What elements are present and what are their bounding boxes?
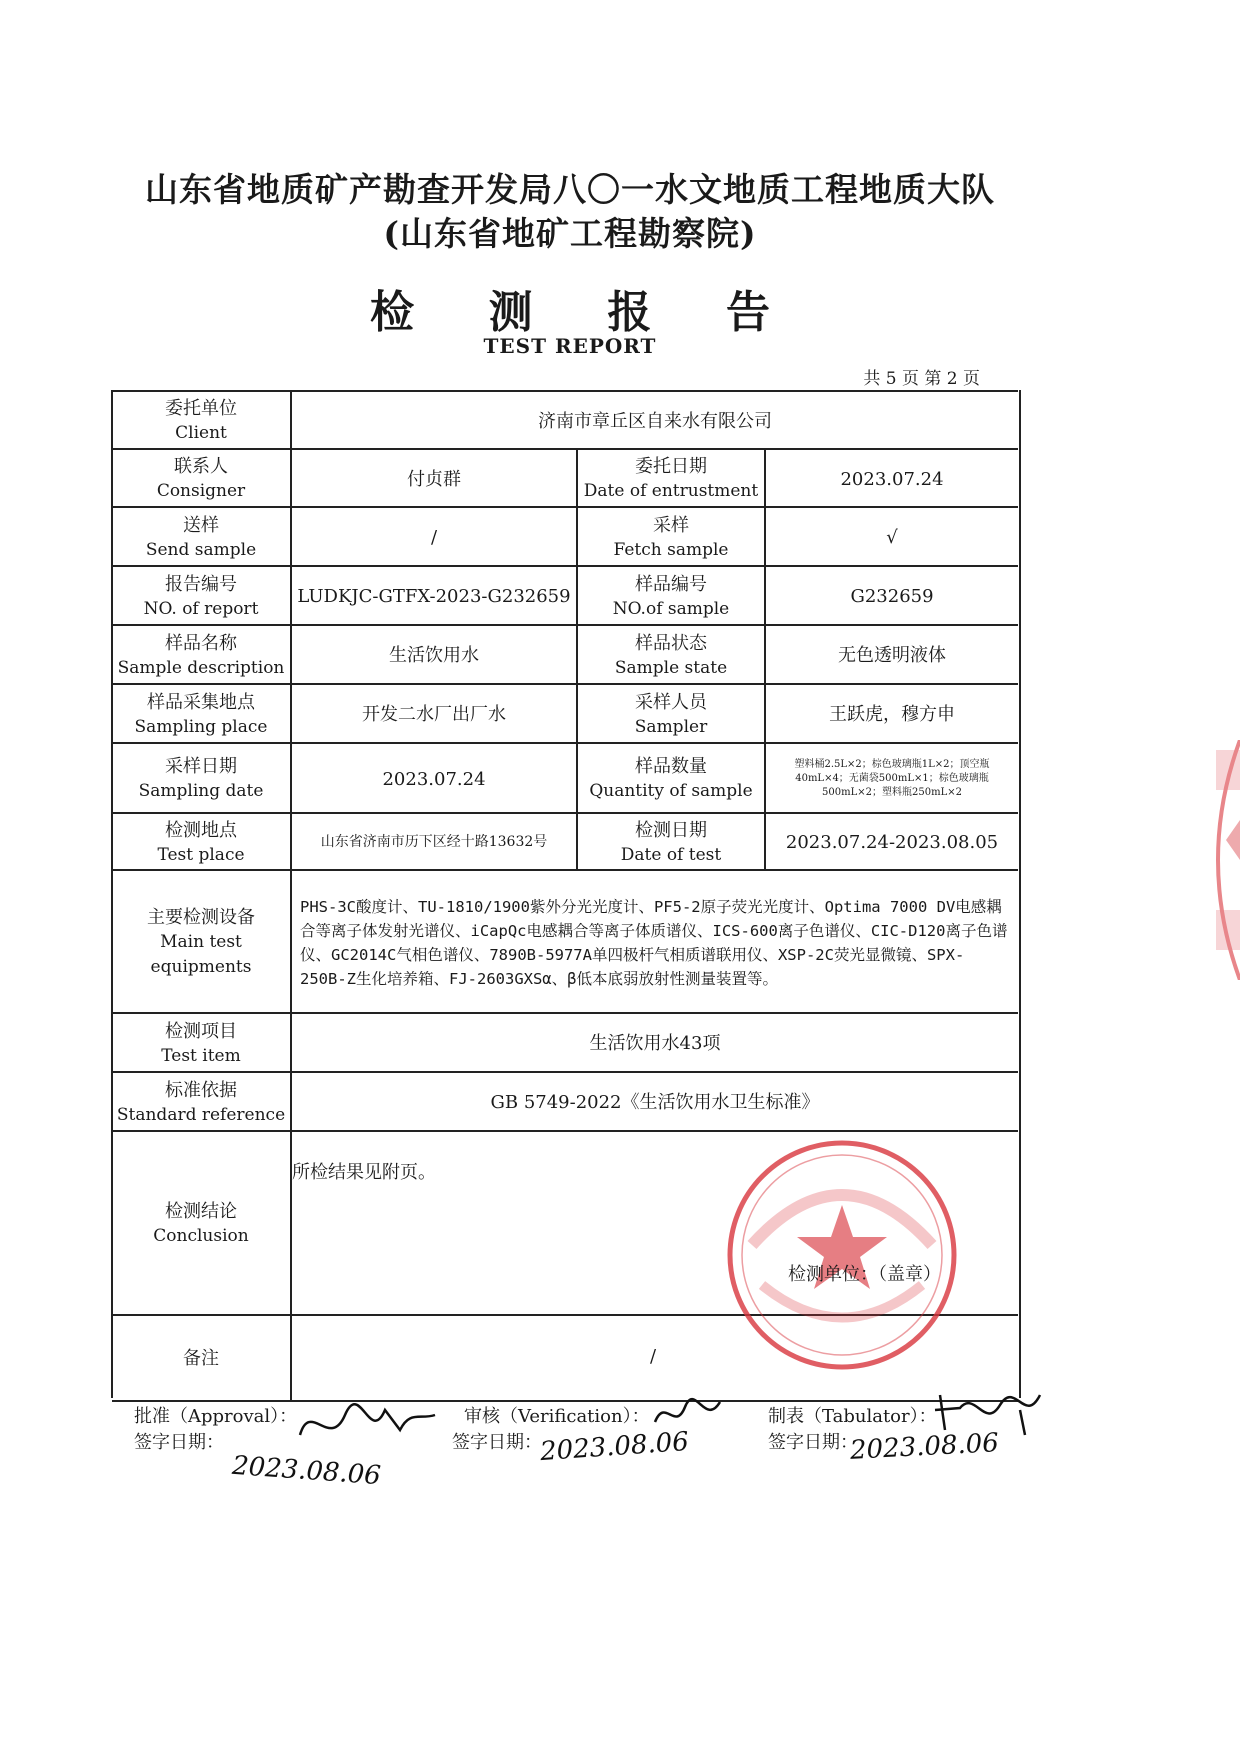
test-place-label: [112, 814, 290, 871]
report-no-label-en: NO. of report: [143, 598, 259, 619]
sample-state-label-en: Sample state: [614, 657, 728, 678]
fetch-sample-value: √: [764, 508, 1018, 567]
page-info: 共 5 页 第 2 页: [863, 369, 980, 389]
sampler-label-cn: 采样人员: [635, 691, 707, 713]
send-sample-label: [112, 508, 290, 567]
quantity-label-en: Quantity of sample: [589, 781, 753, 801]
test-date-label-cn: 检测日期: [635, 819, 707, 841]
row-send-sample: [112, 506, 1018, 567]
send-sample-label-cn: 送样: [183, 514, 219, 536]
standard-label: [112, 1073, 290, 1132]
consigner-label-cn: 联系人: [174, 456, 228, 477]
row-equipment: [112, 869, 1018, 1014]
client-value: 济南市章丘区自来水有限公司: [290, 392, 1018, 450]
sampling-place-label: [112, 685, 290, 744]
consigner-value: 付贞群: [290, 450, 576, 508]
approval-label: 批准（Approval）：: [134, 1406, 298, 1427]
sample-no-label-cn: 样品编号: [635, 573, 707, 595]
approval-date: 2023.08.06: [231, 1450, 382, 1492]
equipment-value: PHS-3C酸度计、TU-1810/1900紫外分光光度计、PF5-2原子荧光光度计、Optima 7000 DV电感耦合等离子体发射光谱仪、iCapQc电感耦合等离子体质谱仪、ICS-600离子色谱仪、CIC-D120离子色谱仪、GC2014C气相色谱仪、7890B-5977A单四极杆气相质谱联用仪、XSP-2C荧光显微镜、SPX-250B-Z生化培养箱、FJ-2603GXSα、β低本底弱放射性测量装置等。: [290, 871, 1018, 1014]
sampler-label: [576, 685, 764, 744]
sample-state-value: 无色透明液体: [764, 626, 1018, 685]
sample-state-label-cn: 样品状态: [635, 632, 707, 654]
consigner-label: [112, 450, 290, 508]
sampler-label-en: Sampler: [634, 716, 708, 737]
conclusion-value: 所检结果见附页。: [292, 1162, 436, 1183]
title-char: 检: [370, 287, 414, 338]
tabulator-date: 2023.08.06: [849, 1428, 1000, 1466]
row-test-place: [112, 812, 1018, 871]
sample-no-label: [576, 567, 764, 626]
sampling-date-label: [112, 744, 290, 814]
sampling-date-label-en: Sampling date: [138, 781, 264, 801]
row-consigner: [112, 448, 1018, 508]
conclusion-label: [112, 1132, 290, 1316]
test-item-value: 生活饮用水43项: [290, 1014, 1018, 1073]
title-char: 测: [488, 287, 533, 338]
entrust-date-label-en: Date of entrustment: [583, 481, 759, 501]
sampler-value: 王跃虎，穆方申: [764, 685, 1018, 744]
equipment-label-en: Main test equipments: [150, 932, 252, 977]
sampling-place-value: 开发二水厂出厂水: [290, 685, 576, 744]
report-title-en: TEST REPORT: [483, 334, 657, 358]
org-name-line1: 山东省地质矿产勘查开发局八〇一水文地质工程地质大队: [145, 170, 995, 209]
standard-label-en: Standard reference: [116, 1104, 286, 1125]
send-sample-value: /: [290, 508, 576, 567]
equipment-label-cn: 主要检测设备: [147, 907, 255, 928]
test-place-label-en: Test place: [157, 844, 245, 865]
entrust-date-label-cn: 委托日期: [635, 456, 707, 477]
title-char: 告: [725, 287, 770, 338]
client-label-en: Client: [175, 423, 227, 443]
official-stamp-icon: [722, 1135, 962, 1375]
standard-label-cn: 标准依据: [165, 1079, 237, 1101]
row-report-no: [112, 565, 1018, 626]
org-name-line2: (山东省地矿工程勘察院): [383, 214, 757, 253]
entrust-date-label: [576, 450, 764, 508]
row-standard: [112, 1071, 1018, 1132]
test-item-label-en: Test item: [161, 1045, 241, 1066]
test-item-label: [112, 1014, 290, 1073]
test-date-label: [576, 814, 764, 871]
remark-label-cn: 备注: [183, 1347, 219, 1369]
conclusion-label-cn: 检测结论: [165, 1201, 237, 1222]
verification-date-label: 签字日期：: [452, 1432, 542, 1453]
sample-state-label: [576, 626, 764, 685]
consigner-label-en: Consigner: [156, 481, 246, 501]
test-date-value: 2023.07.24-2023.08.05: [764, 814, 1018, 871]
fetch-sample-label-cn: 采样: [653, 514, 689, 536]
test-place-label-cn: 检测地点: [165, 819, 237, 841]
sampling-date-label-cn: 采样日期: [165, 756, 237, 777]
approval-signature-icon: [290, 1390, 440, 1460]
side-stamp-icon: [1196, 740, 1240, 980]
sampling-date-value: 2023.07.24: [290, 744, 576, 814]
test-place-value: 山东省济南市历下区经十路13632号: [290, 814, 576, 871]
report-no-value: LUDKJC-GTFX-2023-G232659: [290, 567, 576, 626]
tabulator-label: 制表（Tabulator）：: [768, 1406, 937, 1427]
fetch-sample-label-en: Fetch sample: [613, 539, 729, 560]
remark-value: /: [650, 1346, 657, 1367]
quantity-value: 塑料桶2.5L×2；棕色玻璃瓶1L×2；顶空瓶40mL×4；无菌袋500mL×1；棕色玻璃瓶500mL×2；塑料瓶250mL×2: [764, 744, 1018, 814]
test-item-label-cn: 检测项目: [165, 1020, 237, 1042]
report-no-label-cn: 报告编号: [165, 573, 237, 595]
sample-desc-label: [112, 626, 290, 685]
quantity-label: [576, 744, 764, 814]
row-test-item: [112, 1012, 1018, 1073]
quantity-label-cn: 样品数量: [635, 756, 707, 777]
test-date-label-en: Date of test: [620, 844, 722, 865]
row-client: [112, 390, 1018, 450]
title-char: 报: [607, 287, 652, 338]
row-sample-desc: [112, 624, 1018, 685]
standard-value: GB 5749-2022《生活饮用水卫生标准》: [290, 1073, 1018, 1132]
conclusion-unit: 检测单位：（盖章）: [788, 1264, 941, 1285]
remark-label: [112, 1316, 290, 1400]
conclusion-label-en: Conclusion: [153, 1226, 249, 1246]
row-sampling-date: [112, 742, 1018, 814]
approval-date-label: 签字日期：: [134, 1432, 224, 1453]
fetch-sample-label: [576, 508, 764, 567]
sample-desc-label-cn: 样品名称: [165, 632, 237, 654]
report-no-label: [112, 567, 290, 626]
client-label-cn: 委托单位: [165, 398, 237, 419]
sampling-place-label-cn: 样品采集地点: [147, 691, 255, 713]
sample-no-label-en: NO.of sample: [612, 598, 730, 619]
client-label: [112, 392, 290, 450]
equipment-label: [112, 871, 290, 1014]
sample-desc-label-en: Sample description: [117, 657, 285, 678]
verification-date: 2023.08.06: [539, 1426, 690, 1468]
sample-no-value: G232659: [764, 567, 1018, 626]
send-sample-label-en: Send sample: [145, 539, 257, 560]
verification-label: 审核（Verification）：: [464, 1406, 650, 1427]
report-title-cn: [370, 276, 770, 340]
row-sampling-place: [112, 683, 1018, 744]
sample-desc-value: 生活饮用水: [290, 626, 576, 685]
tabulator-date-label: 签字日期：: [768, 1432, 858, 1453]
sampling-place-label-en: Sampling place: [134, 716, 268, 737]
approval-block: [134, 1404, 297, 1456]
entrust-date-value: 2023.07.24: [764, 450, 1018, 508]
